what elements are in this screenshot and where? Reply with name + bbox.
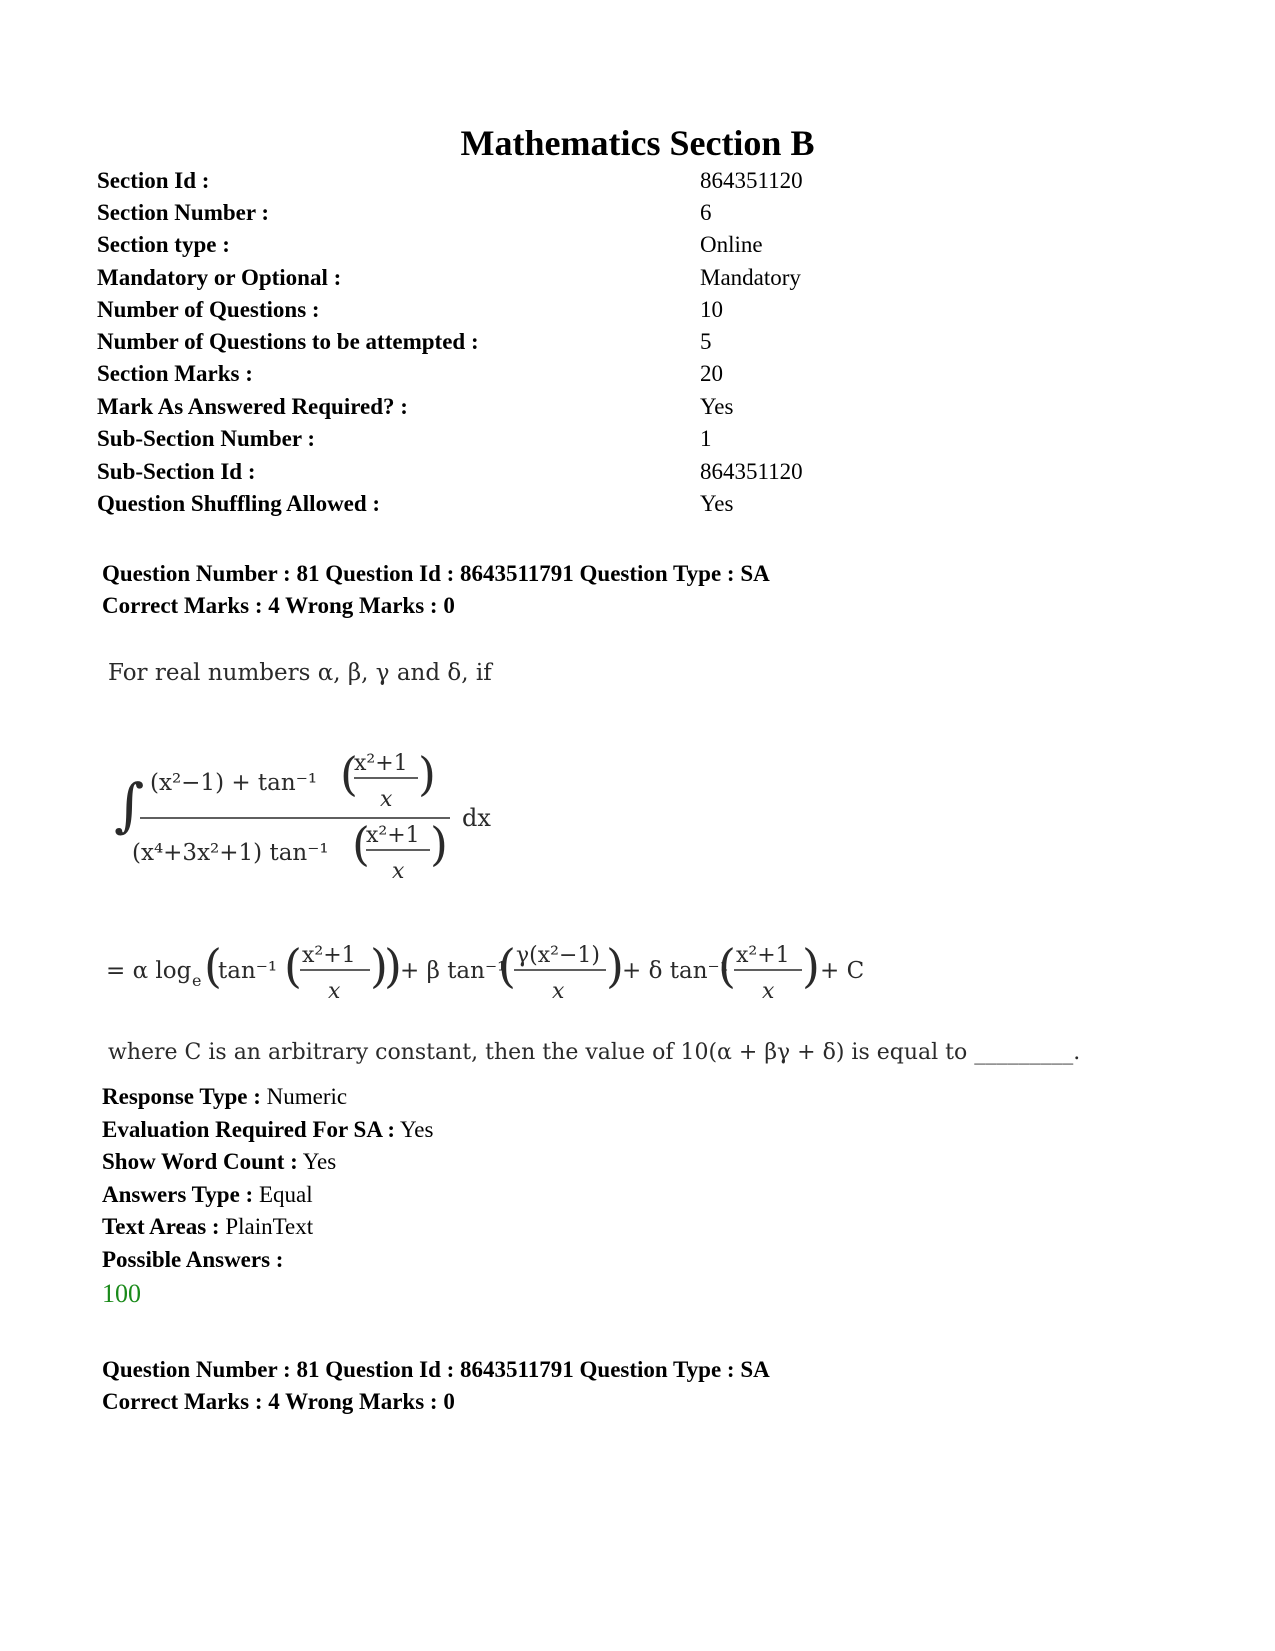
question-header: Question Number : 81 Question Id : 8643511791 Question Type : SA <box>102 1357 770 1382</box>
meta-value: Online <box>700 232 763 257</box>
meta-row <box>97 229 1197 261</box>
paren-right-icon: ) <box>370 939 388 993</box>
frac-top: x²+1 <box>736 943 790 968</box>
meta-value: 20 <box>700 361 723 386</box>
rhs-expression <box>100 930 900 1010</box>
page-title: Mathematics Section B <box>460 123 815 163</box>
response-value: Yes <box>400 1117 434 1142</box>
frac-bot: x <box>380 787 393 812</box>
frac-top: γ(x²−1) <box>516 943 600 968</box>
dx-text: dx <box>462 804 491 832</box>
paren-left-icon: ( <box>284 939 302 993</box>
response-value: PlainText <box>225 1214 314 1239</box>
possible-answer: 100 <box>102 1279 141 1308</box>
response-label: Evaluation Required For SA : <box>102 1117 396 1142</box>
meta-value: Yes <box>700 394 734 419</box>
meta-label: Mandatory or Optional : <box>97 265 342 290</box>
response-value: Yes <box>302 1149 337 1174</box>
frac-bot: x <box>328 979 341 1004</box>
meta-label: Section Number : <box>97 200 270 225</box>
paren-left-icon: ( <box>718 939 736 993</box>
meta-row <box>97 197 1197 229</box>
rhs-alpha-log: = α log <box>106 958 192 984</box>
meta-label: Section type : <box>97 232 230 257</box>
log-base: e <box>192 971 202 990</box>
integral-expression <box>100 730 520 900</box>
meta-value: 10 <box>700 297 723 322</box>
response-row <box>102 1211 313 1243</box>
meta-row <box>97 423 1197 455</box>
response-label: Text Areas : <box>102 1214 220 1239</box>
question-marks: Correct Marks : 4 Wrong Marks : 0 <box>102 593 455 618</box>
denominator-text: (x⁴+3x²+1) tan⁻¹ <box>132 840 329 866</box>
frac-top: x²+1 <box>366 823 420 848</box>
meta-label: Mark As Answered Required? : <box>97 394 408 419</box>
paren-left-icon: ( <box>498 939 516 993</box>
meta-row <box>97 488 1197 520</box>
frac-bot: x <box>762 979 775 1004</box>
beta-term: + β tan⁻¹ <box>400 958 507 984</box>
question-conclusion: where C is an arbitrary constant, then the value of 10(α + βγ + δ) is equal to _________. <box>108 1040 1081 1065</box>
meta-label: Section Marks : <box>97 361 253 386</box>
response-row <box>102 1081 347 1113</box>
paren-right-icon: ) <box>802 939 820 993</box>
meta-row <box>97 391 1197 423</box>
response-row <box>102 1146 336 1178</box>
question-intro: For real numbers α, β, γ and δ, if <box>108 660 492 686</box>
constant-term: + C <box>820 958 865 984</box>
meta-value: 864351120 <box>700 459 803 484</box>
numerator-text: (x²−1) + tan⁻¹ <box>150 770 318 796</box>
frac-top: x²+1 <box>354 751 408 776</box>
delta-term: + δ tan⁻¹ <box>622 958 729 984</box>
meta-row <box>97 165 1197 197</box>
meta-value: 5 <box>700 329 712 354</box>
response-row <box>102 1244 283 1276</box>
meta-row <box>97 358 1197 390</box>
integral-sign-icon: ∫ <box>114 771 145 839</box>
meta-value: 6 <box>700 200 712 225</box>
meta-label: Number of Questions to be attempted : <box>97 329 479 354</box>
response-value: Numeric <box>266 1084 348 1109</box>
paren-left-icon: ( <box>340 747 358 801</box>
response-row <box>102 1179 313 1211</box>
tan-inverse: tan⁻¹ <box>218 958 278 984</box>
paren-right-icon: ) <box>384 939 402 993</box>
paren-left-icon: ( <box>204 939 222 993</box>
frac-top: x²+1 <box>302 943 356 968</box>
meta-value: 864351120 <box>700 168 803 193</box>
paren-right-icon: ) <box>606 939 624 993</box>
meta-row <box>97 262 1197 294</box>
meta-value: 1 <box>700 426 712 451</box>
meta-value: Mandatory <box>700 265 801 290</box>
frac-bot: x <box>552 979 565 1004</box>
frac-bot: x <box>392 859 405 884</box>
meta-row <box>97 326 1197 358</box>
meta-value: Yes <box>700 491 734 516</box>
response-label: Answers Type : <box>102 1182 254 1207</box>
response-row <box>102 1114 433 1146</box>
question-marks: Correct Marks : 4 Wrong Marks : 0 <box>102 1389 455 1414</box>
meta-row <box>97 456 1197 488</box>
meta-label: Number of Questions : <box>97 297 320 322</box>
meta-row <box>97 294 1197 326</box>
response-label: Possible Answers : <box>102 1247 284 1272</box>
paren-right-icon: ) <box>418 747 436 801</box>
question-header: Question Number : 81 Question Id : 8643511791 Question Type : SA <box>102 561 770 586</box>
paren-left-icon: ( <box>352 817 370 871</box>
meta-label: Question Shuffling Allowed : <box>97 491 381 516</box>
response-value: Equal <box>258 1182 313 1207</box>
meta-label: Section Id : <box>97 168 210 193</box>
response-label: Show Word Count : <box>102 1149 298 1174</box>
meta-label: Sub-Section Id : <box>97 459 256 484</box>
meta-label: Sub-Section Number : <box>97 426 316 451</box>
paren-right-icon: ) <box>430 817 448 871</box>
response-label: Response Type : <box>102 1084 261 1109</box>
